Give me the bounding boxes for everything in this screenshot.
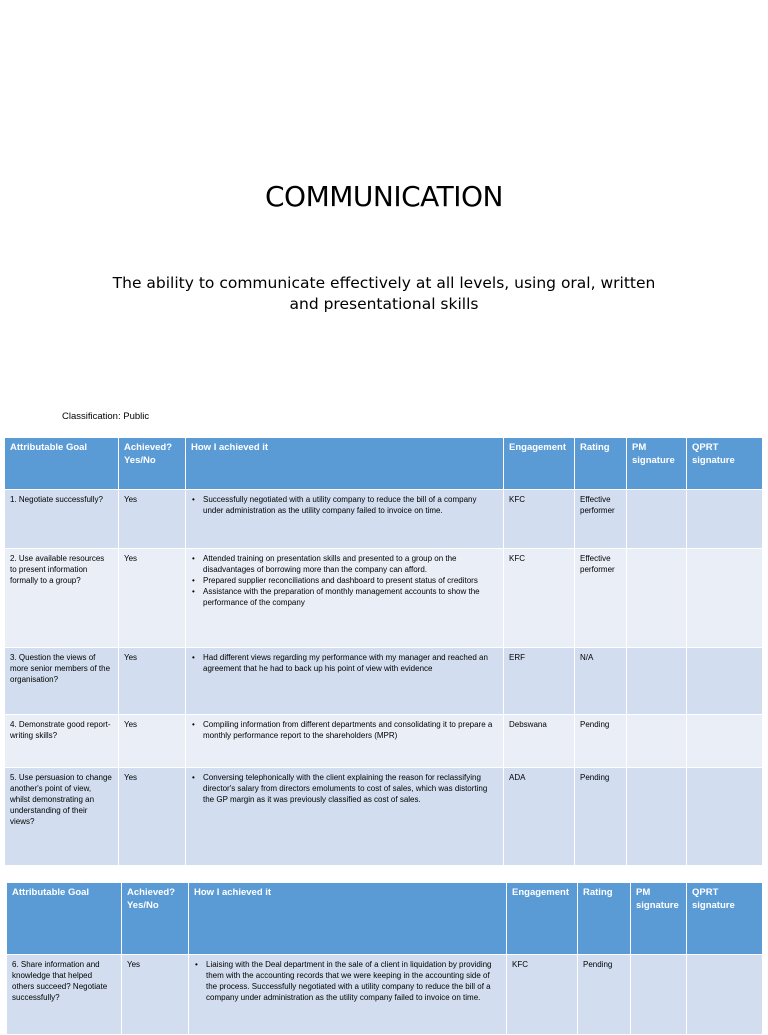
table-header-row	[7, 883, 763, 955]
qprt-signature-cell	[687, 715, 763, 768]
engagement-cell: Debswana	[504, 715, 575, 768]
rating-cell: Pending	[575, 768, 627, 866]
table-row	[5, 648, 763, 715]
header-achieved: Achieved? Yes/No	[119, 438, 186, 490]
header-pm-signature: PM signature	[631, 883, 687, 955]
qprt-signature-cell	[687, 955, 763, 1035]
header-engagement: Engagement	[507, 883, 578, 955]
how-achieved-list	[191, 772, 498, 805]
goals-table-2	[6, 882, 763, 1035]
goal-cell: 5. Use persuasion to change another's point of view, whilst demonstrating an understanding of their views?	[5, 768, 119, 866]
pm-signature-cell	[627, 549, 687, 648]
table-row	[7, 955, 763, 1035]
header-attributable-goal: Attributable Goal	[5, 438, 119, 490]
how-achieved-list	[191, 494, 498, 516]
how-achieved-list	[194, 959, 501, 1003]
how-achieved-item: • Compiling information from different departments and consolidating it to prepare a monthly performance report to the shareholders (MPR)	[203, 719, 498, 741]
header-rating: Rating	[575, 438, 627, 490]
how-achieved-item: • Liaising with the Deal department in the sale of a client in liquidation by providing them with the accounting records that we were keeping in the accounting side of the process. Successfully negotiated with a utility company to reduce the bill of a company under administration as the utility company failed to invoice on time.	[206, 959, 501, 1003]
header-achieved: Achieved? Yes/No	[122, 883, 189, 955]
header-qprt-signature: QPRT signature	[687, 883, 763, 955]
header-engagement: Engagement	[504, 438, 575, 490]
achieved-cell: Yes	[122, 955, 189, 1035]
how-cell	[186, 648, 504, 715]
header-rating: Rating	[578, 883, 631, 955]
pm-signature-cell	[627, 490, 687, 549]
page-subtitle: The ability to communicate effectively at all levels, using oral, written and presentational skills	[112, 274, 656, 313]
goal-cell: 1. Negotiate successfully?	[5, 490, 119, 549]
how-achieved-list	[191, 652, 498, 674]
rating-cell: Effective performer	[575, 549, 627, 648]
page-title: COMMUNICATION	[265, 180, 503, 213]
how-achieved-item: • Attended training on presentation skills and presented to a group on the disadvantages of borrowing more than the company can afford.	[203, 553, 498, 575]
how-cell	[186, 768, 504, 866]
how-cell	[186, 549, 504, 648]
achieved-cell: Yes	[119, 648, 186, 715]
rating-cell: Pending	[575, 715, 627, 768]
qprt-signature-cell	[687, 768, 763, 866]
header-attributable-goal: Attributable Goal	[7, 883, 122, 955]
how-achieved-item: • Prepared supplier reconciliations and dashboard to present status of creditors	[203, 575, 498, 586]
engagement-cell: ERF	[504, 648, 575, 715]
header-qprt-signature: QPRT signature	[687, 438, 763, 490]
how-achieved-item: • Conversing telephonically with the client explaining the reason for reclassifying director's salary from directors emoluments to cost of sales, which was distorting the GP margin as it was previously classified as cost of sales.	[203, 772, 498, 805]
goal-cell: 4. Demonstrate good report- writing skills?	[5, 715, 119, 768]
table-row	[5, 490, 763, 549]
goal-cell: 2. Use available resources to present information formally to a group?	[5, 549, 119, 648]
engagement-cell: KFC	[504, 490, 575, 549]
how-cell	[186, 490, 504, 549]
rating-cell: Effective performer	[575, 490, 627, 549]
qprt-signature-cell	[687, 549, 763, 648]
header-pm-signature: PM signature	[627, 438, 687, 490]
pm-signature-cell	[627, 768, 687, 866]
achieved-cell: Yes	[119, 715, 186, 768]
how-achieved-list	[191, 553, 498, 608]
goals-table-1	[4, 437, 763, 866]
table-header-row	[5, 438, 763, 490]
pm-signature-cell	[627, 715, 687, 768]
rating-cell: Pending	[578, 955, 631, 1035]
table-row	[5, 715, 763, 768]
how-achieved-list	[191, 719, 498, 741]
header-how-achieved: How I achieved it	[186, 438, 504, 490]
engagement-cell: KFC	[504, 549, 575, 648]
header-how-achieved: How I achieved it	[189, 883, 507, 955]
table-row	[5, 549, 763, 648]
achieved-cell: Yes	[119, 490, 186, 549]
pm-signature-cell	[631, 955, 687, 1035]
how-achieved-item: • Successfully negotiated with a utility company to reduce the bill of a company under administration as the utility company failed to invoice on time.	[203, 494, 498, 516]
qprt-signature-cell	[687, 490, 763, 549]
rating-cell: N/A	[575, 648, 627, 715]
achieved-cell: Yes	[119, 768, 186, 866]
how-cell	[189, 955, 507, 1035]
how-cell	[186, 715, 504, 768]
qprt-signature-cell	[687, 648, 763, 715]
goal-cell: 6. Share information and knowledge that helped others succeed? Negotiate successfully?	[7, 955, 122, 1035]
how-achieved-item: • Had different views regarding my performance with my manager and reached an agreement that he had to back up his point of view with evidence	[203, 652, 498, 674]
table-row	[5, 768, 763, 866]
goal-cell: 3. Question the views of more senior members of the organisation?	[5, 648, 119, 715]
classification-label: Classification: Public	[62, 411, 150, 422]
engagement-cell: KFC	[507, 955, 578, 1035]
how-achieved-item: • Assistance with the preparation of monthly management accounts to show the performance of the company	[203, 586, 498, 608]
pm-signature-cell	[627, 648, 687, 715]
achieved-cell: Yes	[119, 549, 186, 648]
engagement-cell: ADA	[504, 768, 575, 866]
